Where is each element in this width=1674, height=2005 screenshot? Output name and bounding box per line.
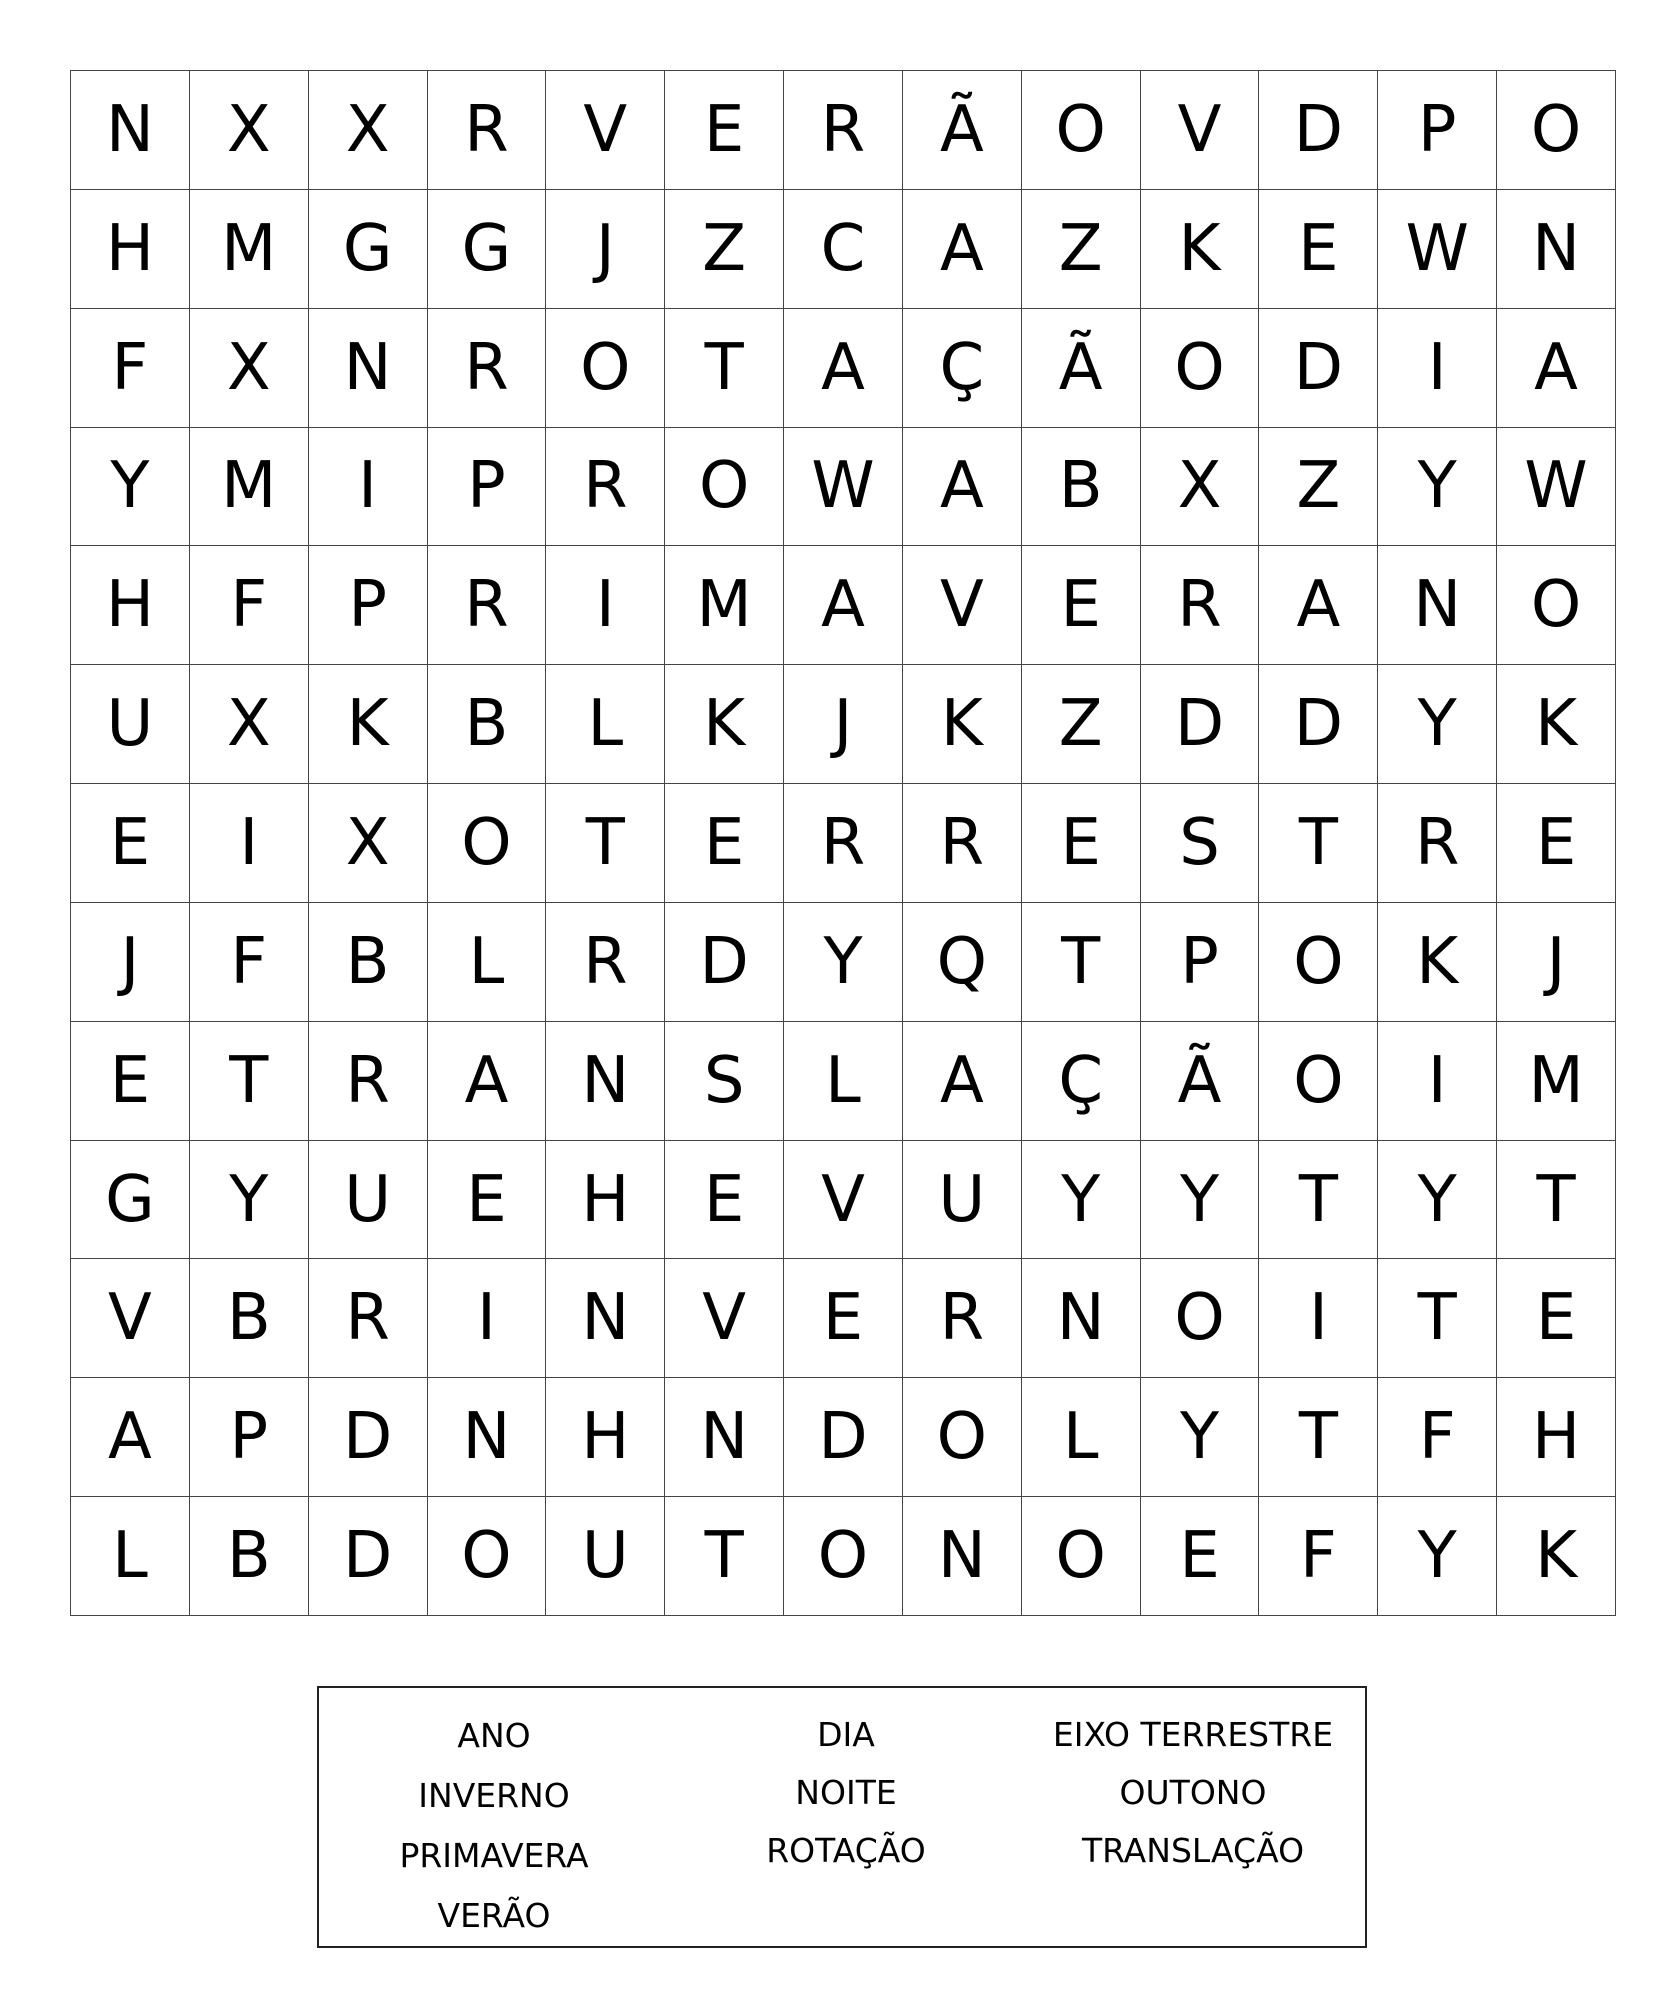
grid-cell[interactable]: M [665,546,784,665]
grid-cell[interactable]: O [665,428,784,547]
grid-cell[interactable]: Y [1378,428,1497,547]
grid-cell[interactable]: A [903,428,1022,547]
grid-cell[interactable]: Ã [1022,309,1141,428]
grid-cell[interactable]: I [546,546,665,665]
grid-cell[interactable]: Y [190,1141,309,1260]
grid-cell[interactable]: R [784,71,903,190]
grid-cell[interactable]: R [1378,784,1497,903]
grid-cell[interactable]: U [546,1497,665,1616]
grid-cell[interactable]: N [665,1378,784,1497]
grid-cell[interactable]: Ã [903,71,1022,190]
grid-cell[interactable]: A [903,190,1022,309]
grid-cell[interactable]: E [1497,784,1616,903]
grid-cell[interactable]: J [71,903,190,1022]
grid-cell[interactable]: Z [1022,665,1141,784]
grid-cell[interactable]: P [1141,903,1260,1022]
grid-cell[interactable]: O [1022,71,1141,190]
grid-cell[interactable]: B [309,903,428,1022]
grid-cell[interactable]: H [546,1141,665,1260]
grid-cell[interactable]: W [1378,190,1497,309]
grid-cell[interactable]: O [903,1378,1022,1497]
grid-cell[interactable]: E [665,71,784,190]
grid-cell[interactable]: T [665,309,784,428]
grid-cell[interactable]: E [1141,1497,1260,1616]
word-item: INVERNO [418,1776,570,1815]
grid-cell[interactable]: K [1378,903,1497,1022]
grid-cell[interactable]: O [428,784,547,903]
grid-cell[interactable]: R [784,784,903,903]
grid-cell[interactable]: R [903,784,1022,903]
grid-cell[interactable]: X [190,665,309,784]
grid-cell[interactable]: Y [1378,1141,1497,1260]
grid-cell[interactable]: I [1378,1022,1497,1141]
grid-cell[interactable]: B [190,1259,309,1378]
grid-cell[interactable]: D [309,1497,428,1616]
grid-cell[interactable]: X [309,71,428,190]
grid-cell[interactable]: E [71,784,190,903]
grid-cell[interactable]: D [1259,309,1378,428]
grid-cell[interactable]: D [309,1378,428,1497]
grid-cell[interactable]: R [1141,546,1260,665]
grid-cell[interactable]: S [1141,784,1260,903]
grid-cell[interactable]: V [1141,71,1260,190]
grid-cell[interactable]: A [71,1378,190,1497]
grid-cell[interactable]: T [1022,903,1141,1022]
grid-cell[interactable]: T [1378,1259,1497,1378]
word-item: ROTAÇÃO [766,1831,926,1870]
grid-cell[interactable]: D [784,1378,903,1497]
grid-cell[interactable]: N [1497,190,1616,309]
grid-cell[interactable]: L [71,1497,190,1616]
grid-cell[interactable]: O [1141,1259,1260,1378]
grid-cell[interactable]: B [1022,428,1141,547]
word-list-column-1 [324,1706,664,1946]
grid-cell[interactable]: I [1378,309,1497,428]
grid-cell[interactable]: B [428,665,547,784]
grid-cell[interactable]: Ç [903,309,1022,428]
grid-cell[interactable]: S [665,1022,784,1141]
grid-cell[interactable]: T [665,1497,784,1616]
grid-cell[interactable]: I [428,1259,547,1378]
word-item: EIXO TERRESTRE [1052,1715,1334,1754]
grid-cell[interactable]: G [428,190,547,309]
grid-cell[interactable]: X [190,309,309,428]
grid-cell[interactable]: P [1378,71,1497,190]
grid-cell[interactable]: W [784,428,903,547]
grid-cell[interactable]: E [1022,546,1141,665]
grid-cell[interactable]: E [665,1141,784,1260]
word-list-column-3 [1023,1706,1363,1880]
grid-cell[interactable]: Q [903,903,1022,1022]
grid-cell[interactable]: Y [1141,1141,1260,1260]
grid-cell[interactable]: F [190,903,309,1022]
word-list-box [317,1686,1367,1948]
grid-cell[interactable]: T [1259,1378,1378,1497]
word-item: VERÃO [437,1896,551,1935]
grid-cell[interactable]: R [428,309,547,428]
grid-cell[interactable]: X [190,71,309,190]
grid-cell[interactable]: K [903,665,1022,784]
grid-cell[interactable]: I [309,428,428,547]
grid-cell[interactable]: O [784,1497,903,1616]
grid-cell[interactable]: T [1259,784,1378,903]
grid-cell[interactable]: W [1497,428,1616,547]
word-item: TRANSLAÇÃO [1081,1831,1305,1870]
grid-cell[interactable]: Ã [1141,1022,1260,1141]
grid-cell[interactable]: I [1259,1259,1378,1378]
grid-cell[interactable]: D [665,903,784,1022]
grid-cell[interactable]: L [1022,1378,1141,1497]
grid-cell[interactable]: V [546,71,665,190]
word-item: NOITE [795,1773,897,1812]
grid-cell[interactable]: Y [784,903,903,1022]
grid-cell[interactable]: A [1497,309,1616,428]
grid-cell[interactable]: G [71,1141,190,1260]
grid-cell[interactable]: A [784,546,903,665]
grid-cell[interactable]: O [1022,1497,1141,1616]
grid-cell[interactable]: H [1497,1378,1616,1497]
grid-cell[interactable]: U [309,1141,428,1260]
grid-cell[interactable]: Y [71,428,190,547]
grid-cell[interactable]: E [784,1259,903,1378]
grid-cell[interactable]: F [1259,1497,1378,1616]
grid-cell[interactable]: A [903,1022,1022,1141]
grid-cell[interactable]: R [903,1259,1022,1378]
grid-cell[interactable]: Y [1022,1141,1141,1260]
grid-cell[interactable]: O [1141,309,1260,428]
grid-cell[interactable]: R [546,428,665,547]
grid-cell[interactable]: A [428,1022,547,1141]
word-list-column-2 [676,1706,1016,1880]
grid-cell[interactable]: D [1141,665,1260,784]
grid-cell[interactable]: O [1497,71,1616,190]
word-item: ANO [457,1716,531,1755]
grid-cell[interactable]: D [1259,665,1378,784]
grid-cell[interactable]: M [1497,1022,1616,1141]
grid-cell[interactable]: T [190,1022,309,1141]
grid-cell[interactable]: V [71,1259,190,1378]
grid-cell[interactable]: K [665,665,784,784]
grid-cell[interactable]: E [71,1022,190,1141]
grid-cell[interactable]: X [309,784,428,903]
grid-cell[interactable]: K [309,665,428,784]
grid-cell[interactable]: C [784,190,903,309]
grid-cell[interactable]: R [309,1259,428,1378]
grid-cell[interactable]: E [1259,190,1378,309]
grid-cell[interactable]: P [190,1378,309,1497]
grid-cell[interactable]: U [903,1141,1022,1260]
grid-cell[interactable]: F [1378,1378,1497,1497]
grid-cell[interactable]: V [665,1259,784,1378]
grid-cell[interactable]: N [428,1378,547,1497]
grid-cell[interactable]: L [428,903,547,1022]
grid-cell[interactable]: R [428,71,547,190]
grid-cell[interactable]: X [1141,428,1260,547]
grid-cell[interactable]: M [190,190,309,309]
grid-cell[interactable]: N [309,309,428,428]
grid-cell[interactable]: E [1022,784,1141,903]
grid-cell[interactable]: K [1497,1497,1616,1616]
grid-cell[interactable]: R [428,546,547,665]
grid-cell[interactable]: T [1497,1141,1616,1260]
grid-cell[interactable]: B [190,1497,309,1616]
grid-cell[interactable]: Y [1141,1378,1260,1497]
grid-cell[interactable]: Z [665,190,784,309]
grid-cell[interactable]: M [190,428,309,547]
grid-cell[interactable]: G [309,190,428,309]
grid-cell[interactable]: H [546,1378,665,1497]
grid-cell[interactable]: E [428,1141,547,1260]
grid-cell[interactable]: F [71,309,190,428]
grid-cell[interactable]: A [1259,546,1378,665]
grid-cell[interactable]: K [1141,190,1260,309]
grid-cell[interactable]: N [546,1022,665,1141]
word-item: PRIMAVERA [399,1836,589,1875]
word-item: OUTONO [1119,1773,1267,1812]
grid-cell[interactable]: U [71,665,190,784]
grid-cell[interactable]: J [1497,903,1616,1022]
grid-cell[interactable]: T [1259,1141,1378,1260]
letter-grid [70,70,1616,1616]
grid-cell[interactable]: N [1022,1259,1141,1378]
grid-cell[interactable]: H [71,546,190,665]
grid-cell[interactable]: V [784,1141,903,1260]
grid-cell[interactable]: P [428,428,547,547]
grid-cell[interactable]: O [546,309,665,428]
grid-cell[interactable]: F [190,546,309,665]
grid-cell[interactable]: N [1378,546,1497,665]
grid-cell[interactable]: Y [1378,1497,1497,1616]
grid-cell[interactable]: L [546,665,665,784]
grid-cell[interactable]: N [903,1497,1022,1616]
grid-cell[interactable]: Y [1378,665,1497,784]
word-item: DIA [817,1715,875,1754]
grid-cell[interactable]: A [784,309,903,428]
grid-cell[interactable]: O [1259,903,1378,1022]
grid-cell[interactable]: Z [1022,190,1141,309]
grid-cell[interactable]: V [903,546,1022,665]
grid-cell[interactable]: I [190,784,309,903]
grid-cell[interactable]: N [546,1259,665,1378]
grid-cell[interactable]: L [784,1022,903,1141]
grid-cell[interactable]: Z [1259,428,1378,547]
grid-cell[interactable]: E [665,784,784,903]
grid-cell[interactable]: D [1259,71,1378,190]
grid-cell[interactable]: J [546,190,665,309]
grid-cell[interactable]: K [1497,665,1616,784]
grid-cell[interactable]: Ç [1022,1022,1141,1141]
grid-cell[interactable]: O [1497,546,1616,665]
grid-cell[interactable]: P [309,546,428,665]
grid-cell[interactable]: E [1497,1259,1616,1378]
grid-cell[interactable]: T [546,784,665,903]
grid-cell[interactable]: H [71,190,190,309]
grid-cell[interactable]: R [546,903,665,1022]
grid-cell[interactable]: O [428,1497,547,1616]
grid-cell[interactable]: N [71,71,190,190]
grid-cell[interactable]: R [309,1022,428,1141]
grid-cell[interactable]: J [784,665,903,784]
grid-cell[interactable]: O [1259,1022,1378,1141]
